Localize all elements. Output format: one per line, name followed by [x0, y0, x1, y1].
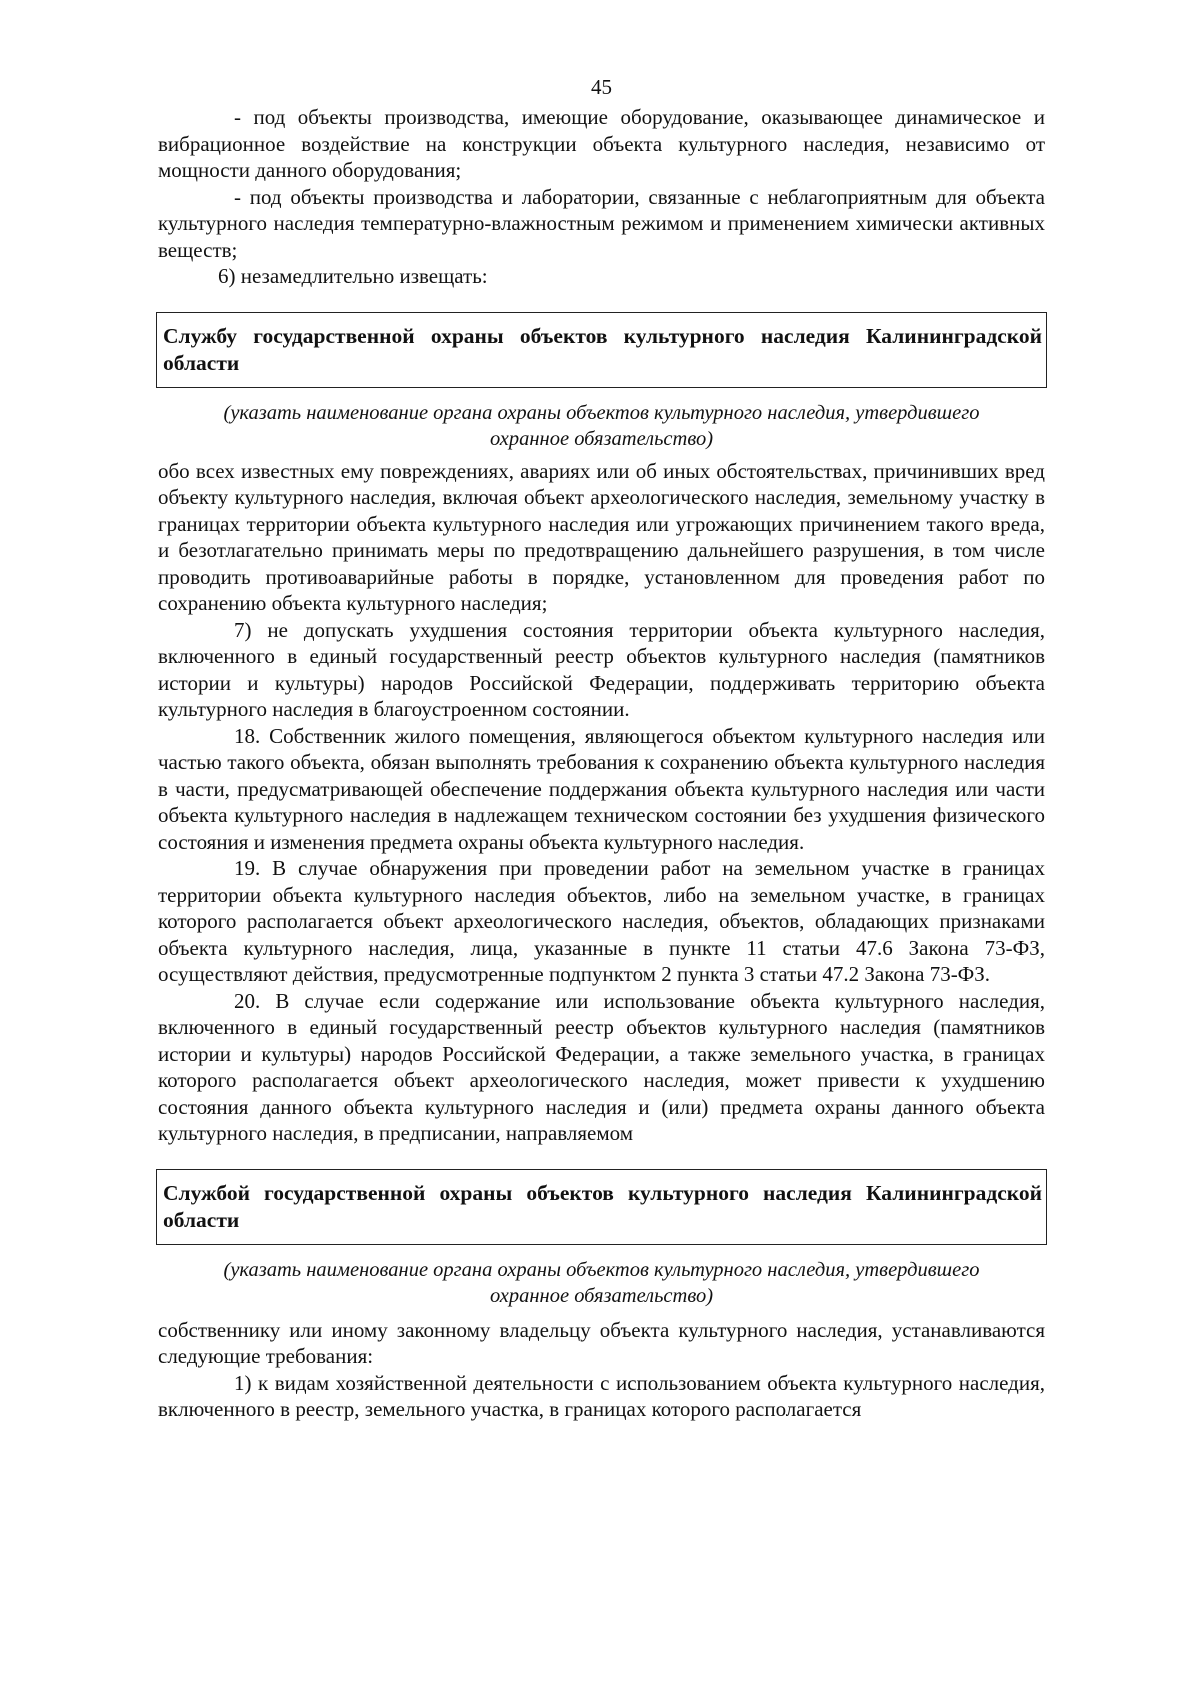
authority-note-1-line1: (указать наименование органа охраны объектов культурного наследия, утвердившего	[223, 401, 980, 424]
authority-box-2: Службой государственной охраны объектов культурного наследия Калининградской области	[156, 1169, 1047, 1245]
paragraph-section-19: 19. В случае обнаружения при проведении работ на земельном участке в границах территории объекта культурного наследия объектов, либо на земельном участке, в границах которого располагается объект археологического наследия, объектов, обладающих признаками объекта культурного наследия, лица, указанные в пункте 11 статьи 47.6 Закона 73-ФЗ, осуществляют действия, предусмотренные подпунктом 2 пункта 3 статьи 47.2 Закона 73-ФЗ.	[158, 856, 1045, 986]
paragraph-section-18: 18. Собственник жилого помещения, являющегося объектом культурного наследия или частью такого объекта, обязан выполнять требования к сохранению объекта культурного наследия в части, предусматривающей обеспечение поддержания объекта культурного наследия или части объекта культурного наследия в надлежащем техническом состоянии без ухудшения физического состояния и изменения предмета охраны объекта культурного наследия.	[158, 723, 1045, 854]
paragraph-damage-report: обо всех известных ему повреждениях, авариях или об иных обстоятельствах, причинивших вред объекту культурного наследия, включая объект археологического наследия, земельному участку в границах территории объекта культурного наследия или угрожающих причинением такого вреда, и безотлагательно принимать меры по предотвращению дальнейшего разрушения, в том числе проводить противоаварийные работы в порядке, установленном для проведения работ по сохранению объекта культурного наследия;	[158, 458, 1045, 615]
authority-note-2-line2: охранное обязательство)	[489, 1284, 714, 1307]
authority-note-2-line1: (указать наименование органа охраны объектов культурного наследия, утвердившего	[223, 1258, 980, 1281]
paragraph-section-20: 20. В случае если содержание или использование объекта культурного наследия, включенного в единый государственный реестр объектов культурного наследия (памятников истории и культуры) народов Российской Федерации, а также земельного участка, в границах которого располагается объект археологического наследия, может привести к ухудшению состояния данного объекта культурного наследия и (или) предмета охраны данного объекта культурного наследия, в предписании, направляемом	[158, 988, 1045, 1145]
page-number: 45	[591, 75, 612, 99]
authority-note-2	[158, 1257, 1045, 1309]
paragraph-equipment: - под объекты производства, имеющие оборудование, оказывающее динамическое и вибрационное воздействие на конструкции объекта культурного наследия, независимо от мощности данного оборудования;	[158, 105, 1045, 182]
paragraph-item-7: 7) не допускать ухудшения состояния территории объекта культурного наследия, включенного в единый государственный реестр объектов культурного наследия (памятников истории и культуры) народов Российской Федерации, поддерживать территорию объекта культурного наследия в благоустроенном состоянии.	[158, 617, 1045, 721]
authority-note-1-line2: охранное обязательство)	[489, 427, 714, 450]
paragraph-owner-requirements: собственнику или иному законному владельцу объекта культурного наследия, устанавливаются следующие требования:	[158, 1317, 1045, 1368]
paragraph-requirement-1: 1) к видам хозяйственной деятельности с использованием объекта культурного наследия, включенного в реестр, земельного участка, в границах которого располагается	[158, 1370, 1045, 1421]
authority-note-1	[158, 400, 1045, 452]
paragraph-laboratories: - под объекты производства и лаборатории, связанные с неблагоприятным для объекта культурного наследия температурно-влажностным режимом и применением химически активных веществ;	[158, 184, 1045, 262]
paragraph-notify: 6) незамедлительно извещать:	[218, 264, 488, 288]
authority-box-1: Службу государственной охраны объектов культурного наследия Калининградской области	[156, 312, 1047, 388]
